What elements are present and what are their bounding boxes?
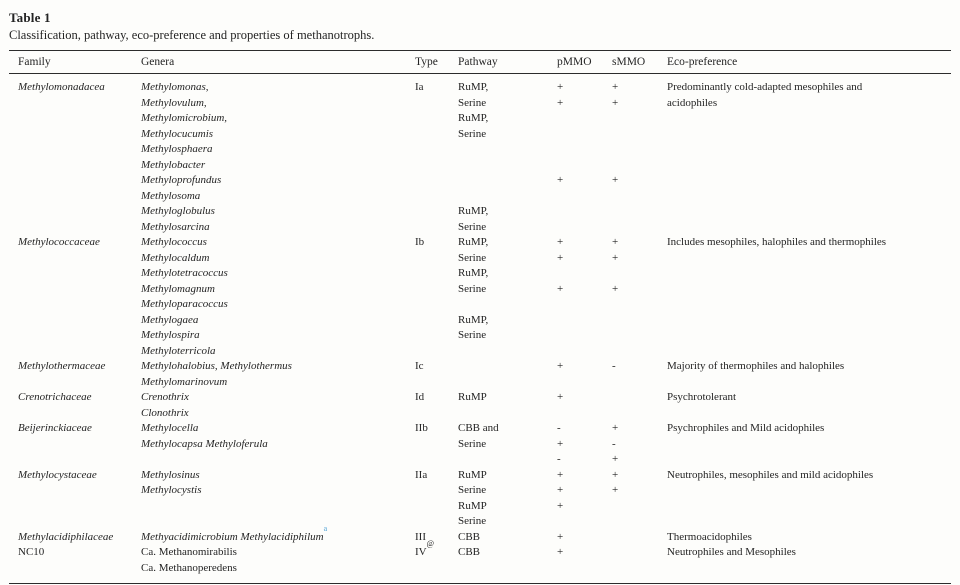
cell-type (415, 127, 458, 143)
cell-type (415, 344, 458, 360)
cell-smmo (612, 530, 667, 546)
cell-pmmo: + (557, 391, 564, 403)
cell-eco-preference (667, 313, 951, 329)
cell-pmmo: + (557, 546, 564, 558)
cell-smmo (612, 514, 667, 530)
cell-family (18, 313, 141, 329)
cell-pmmo (557, 158, 612, 174)
type-superscript: @ (426, 539, 434, 549)
cell-eco-preference: Majority of thermophiles and halophiles (667, 360, 845, 372)
cell-type (415, 173, 458, 189)
cell-pmmo (557, 297, 612, 313)
cell-eco-preference (667, 220, 951, 236)
cell-genera: Methylotetracoccus (141, 267, 228, 279)
cell-genera: Methylocucumis (141, 127, 214, 140)
cell-smmo (612, 204, 667, 220)
cell-type: IIa (415, 468, 428, 481)
cell-family (18, 499, 141, 515)
cell-eco-preference: acidophiles (667, 96, 718, 109)
cell-family: Methylothermaceae (18, 360, 106, 372)
cell-pmmo: + (557, 96, 564, 109)
cell-smmo (612, 158, 667, 174)
cell-genera: Clonothrix (141, 406, 189, 419)
table-row (9, 421, 951, 437)
table-row (9, 375, 951, 391)
cell-smmo: + (612, 282, 619, 295)
cell-pathway: RuMP, (458, 112, 489, 124)
column-header-eco-preference: Eco-preference (667, 56, 738, 68)
cell-family (18, 173, 141, 189)
cell-pmmo (557, 561, 612, 577)
cell-smmo: + (612, 468, 619, 481)
cell-genera: Methylomarinovum (141, 375, 228, 388)
cell-family: Beijerinckiaceae (18, 422, 92, 434)
table-row (9, 390, 951, 406)
cell-family (18, 514, 141, 530)
cell-genera: Methyloparacoccus (141, 298, 228, 310)
cell-type (415, 375, 458, 391)
cell-smmo (612, 499, 667, 515)
cell-pmmo (557, 328, 612, 344)
table-row (9, 189, 951, 205)
cell-pmmo (557, 375, 612, 391)
cell-pmmo: + (557, 282, 564, 295)
cell-eco-preference: Psychrotolerant (667, 391, 737, 403)
cell-family (18, 220, 141, 236)
cell-genera: Ca. Methanomirabilis (141, 546, 237, 558)
table-row (9, 344, 951, 360)
table-row (9, 359, 951, 375)
cell-smmo: + (612, 422, 619, 434)
cell-family (18, 483, 141, 499)
cell-pmmo (557, 313, 612, 329)
cell-smmo (612, 375, 667, 391)
cell-family: Methylomonadacea (18, 81, 105, 93)
cell-pmmo (557, 142, 612, 158)
table-header-row (9, 50, 951, 74)
cell-eco-preference (667, 452, 951, 468)
table-row (9, 204, 951, 220)
cell-pmmo: + (557, 437, 564, 450)
cell-pmmo (557, 344, 612, 360)
cell-pathway: RuMP (458, 468, 487, 481)
table-row (9, 483, 951, 499)
table-row (9, 452, 951, 468)
cell-eco-preference (667, 266, 951, 282)
cell-genera: Methylogaea (141, 313, 199, 326)
cell-pathway: RuMP, (458, 313, 489, 326)
cell-genera: Ca. Methanoperedens (141, 561, 237, 574)
cell-genera: Methylomagnum (141, 282, 215, 295)
cell-genera: Methyloprofundus (141, 174, 222, 186)
cell-type (415, 96, 458, 112)
cell-eco-preference (667, 282, 951, 298)
cell-pmmo: + (557, 484, 564, 496)
cell-type (415, 452, 458, 468)
cell-pmmo: + (557, 530, 564, 543)
cell-genera: Methylocella (141, 422, 199, 434)
cell-genera: Methylohalobius, Methylothermus (141, 360, 292, 372)
cell-pmmo: - (557, 453, 561, 465)
cell-genera: Methylospira (141, 329, 200, 341)
cell-smmo (612, 142, 667, 158)
cell-pmmo (557, 220, 612, 236)
cell-genera: Methyloglobulus (141, 205, 215, 217)
cell-smmo (612, 406, 667, 422)
cell-pathway (458, 142, 557, 158)
cell-smmo: + (612, 484, 619, 496)
cell-family (18, 452, 141, 468)
cell-genera (141, 452, 415, 468)
cell-family (18, 111, 141, 127)
table-row (9, 539, 951, 561)
table-row (9, 142, 951, 158)
cell-pmmo (557, 406, 612, 422)
column-header-smmo: sMMO (612, 56, 646, 68)
cell-eco-preference (667, 251, 951, 267)
cell-pathway: Serine (458, 282, 487, 295)
footnote-link[interactable]: a (323, 523, 328, 533)
cell-family (18, 437, 141, 453)
column-header-type: Type (415, 56, 438, 68)
cell-eco-preference: Neutrophiles, mesophiles and mild acidophiles (667, 468, 874, 481)
cell-family (18, 344, 141, 360)
cell-smmo: + (612, 236, 619, 248)
cell-pathway (458, 189, 557, 205)
table-row (9, 80, 951, 96)
table-row (9, 220, 951, 236)
cell-family (18, 375, 141, 391)
table-row (9, 437, 951, 453)
cell-genera: Methylovulum, (141, 96, 207, 109)
cell-smmo: + (612, 174, 619, 186)
cell-family (18, 204, 141, 220)
table-row (9, 406, 951, 422)
cell-family (18, 142, 141, 158)
cell-smmo (612, 344, 667, 360)
cell-pmmo (557, 266, 612, 282)
cell-pmmo (557, 189, 612, 205)
cell-type (415, 282, 458, 298)
cell-smmo: + (612, 251, 619, 264)
cell-genera: Methylobacter (141, 158, 206, 171)
cell-smmo (612, 297, 667, 313)
cell-type: Ib (415, 236, 425, 248)
cell-family: Methylocystaceae (18, 468, 97, 481)
cell-type (415, 158, 458, 174)
cell-type (415, 266, 458, 282)
cell-family (18, 127, 141, 143)
cell-smmo (612, 220, 667, 236)
cell-smmo (612, 561, 667, 577)
cell-pathway: CBB (458, 530, 481, 543)
table-row (9, 282, 951, 298)
table-label: Table 1 (9, 10, 51, 25)
cell-smmo (612, 266, 667, 282)
cell-smmo (612, 189, 667, 205)
cell-type (415, 111, 458, 127)
cell-pathway (458, 173, 557, 189)
cell-genera: Methyloterricola (141, 344, 216, 357)
cell-pmmo: + (557, 174, 564, 186)
cell-genera: Methyacidimicrobium Methylacidiphilum$^a$ (141, 523, 328, 543)
cell-type (415, 297, 458, 313)
cell-type (415, 514, 458, 530)
cell-pathway: RuMP (458, 499, 487, 512)
cell-type: IIb (415, 422, 428, 434)
cell-family (18, 158, 141, 174)
cell-smmo: + (612, 81, 619, 93)
table-row (9, 468, 951, 484)
cell-type (415, 251, 458, 267)
cell-eco-preference (667, 561, 951, 577)
cell-pmmo: + (557, 468, 564, 481)
cell-pathway: Serine (458, 220, 487, 233)
cell-pathway: RuMP, (458, 205, 489, 217)
cell-pathway (458, 158, 557, 174)
cell-genera: Methylococcus (141, 236, 207, 248)
cell-family (18, 297, 141, 313)
table-row (9, 173, 951, 189)
table-row (9, 328, 951, 344)
cell-pathway: Serine (458, 96, 487, 109)
table-row (9, 499, 951, 515)
paper-table (9, 10, 951, 584)
cell-pmmo: + (557, 251, 564, 264)
cell-genera: Methylomicrobium, (141, 112, 228, 124)
cell-pmmo: + (557, 236, 564, 248)
cell-type (415, 142, 458, 158)
table-row (9, 251, 951, 267)
cell-type (415, 189, 458, 205)
cell-genera (141, 499, 415, 515)
cell-pmmo: + (557, 499, 564, 512)
cell-pmmo (557, 111, 612, 127)
cell-smmo: + (612, 453, 619, 465)
column-header-family: Family (18, 56, 51, 68)
cell-eco-preference (667, 189, 951, 205)
cell-eco-preference (667, 483, 951, 499)
cell-genera: Methylocapsa Methyloferula (141, 437, 268, 450)
cell-family: Methylococcaceae (18, 236, 100, 248)
cell-smmo (612, 127, 667, 143)
table-row (9, 561, 951, 577)
table-row (9, 235, 951, 251)
cell-pathway (458, 297, 557, 313)
cell-eco-preference (667, 297, 951, 313)
cell-pmmo (557, 204, 612, 220)
cell-eco-preference (667, 328, 951, 344)
cell-type: Ic (415, 360, 424, 372)
cell-smmo (612, 545, 667, 561)
cell-pathway (458, 359, 557, 375)
table-row (9, 313, 951, 329)
cell-eco-preference: Includes mesophiles, halophiles and thermophiles (667, 236, 887, 248)
cell-eco-preference (667, 406, 951, 422)
cell-pathway: Serine (458, 329, 487, 341)
cell-pathway (458, 561, 557, 577)
cell-family (18, 251, 141, 267)
cell-family: Crenotrichaceae (18, 391, 92, 403)
cell-type (415, 220, 458, 236)
table-row (9, 514, 951, 530)
cell-type (415, 328, 458, 344)
cell-smmo (612, 111, 667, 127)
table-row (9, 96, 951, 112)
cell-eco-preference (667, 514, 951, 530)
cell-pathway (458, 406, 557, 422)
cell-type: IV@ (415, 539, 434, 558)
cell-smmo: - (612, 360, 616, 372)
cell-pathway: RuMP, (458, 267, 489, 279)
cell-eco-preference (667, 173, 951, 189)
cell-pmmo: - (557, 422, 561, 434)
cell-family (18, 96, 141, 112)
cell-family (18, 406, 141, 422)
cell-type (415, 561, 458, 577)
table-row (9, 266, 951, 282)
cell-genera: Methylosoma (141, 189, 201, 202)
cell-pmmo: + (557, 81, 564, 93)
cell-family: Methylacidiphilaceae (18, 530, 114, 543)
cell-family (18, 328, 141, 344)
cell-genera (141, 514, 415, 530)
cell-pathway: Serine (458, 515, 487, 527)
cell-smmo: + (612, 96, 619, 109)
cell-eco-preference (667, 375, 951, 391)
cell-eco-preference (667, 344, 951, 360)
cell-type (415, 499, 458, 515)
cell-eco-preference: Thermoacidophiles (667, 530, 752, 543)
cell-eco-preference: Psychrophiles and Mild acidophiles (667, 422, 825, 434)
cell-family (18, 189, 141, 205)
cell-type (415, 204, 458, 220)
cell-eco-preference: Neutrophiles and Mesophiles (667, 546, 796, 558)
cell-type: III (415, 530, 426, 543)
cell-family: NC10 (18, 546, 45, 558)
column-header-pathway: Pathway (458, 56, 498, 68)
cell-eco-preference (667, 499, 951, 515)
cell-pathway: CBB (458, 546, 481, 558)
cell-type: Ia (415, 81, 424, 93)
cell-smmo (612, 328, 667, 344)
cell-pathway: Serine (458, 251, 487, 264)
column-header-genera: Genera (141, 56, 175, 68)
cell-pathway (458, 344, 557, 360)
cell-type (415, 313, 458, 329)
column-header-pmmo: pMMO (557, 56, 592, 68)
table-row (9, 111, 951, 127)
cell-genera: Crenothrix (141, 391, 189, 403)
cell-eco-preference (667, 437, 951, 453)
cell-pathway: RuMP (458, 391, 487, 403)
cell-family (18, 266, 141, 282)
cell-smmo: - (612, 437, 616, 450)
cell-smmo (612, 390, 667, 406)
cell-eco-preference: Predominantly cold-adapted mesophiles and (667, 81, 863, 93)
cell-pathway (458, 452, 557, 468)
cell-eco-preference (667, 142, 951, 158)
cell-eco-preference (667, 111, 951, 127)
cell-eco-preference (667, 127, 951, 143)
cell-smmo (612, 313, 667, 329)
cell-pmmo: + (557, 360, 564, 372)
cell-genera: Methylomonas, (141, 81, 209, 93)
cell-family (18, 561, 141, 577)
cell-pathway (458, 375, 557, 391)
cell-pathway: Serine (458, 127, 487, 140)
cell-pathway: Serine (458, 437, 487, 450)
cell-genera: Methylocaldum (141, 251, 210, 264)
table-row (9, 127, 951, 143)
cell-pmmo (557, 514, 612, 530)
cell-type: Id (415, 391, 425, 403)
cell-eco-preference (667, 204, 951, 220)
cell-family (18, 282, 141, 298)
cell-pathway: CBB and (458, 422, 499, 434)
cell-genera: Methylosarcina (141, 220, 210, 233)
cell-type (415, 437, 458, 453)
cell-genera: Methylocystis (141, 484, 202, 496)
cell-eco-preference (667, 158, 951, 174)
cell-pathway: Serine (458, 484, 487, 496)
cell-type (415, 406, 458, 422)
table-row (9, 158, 951, 174)
cell-type (415, 483, 458, 499)
table-body (9, 74, 951, 584)
table-row (9, 297, 951, 313)
table-caption: Classification, pathway, eco-preference and properties of methanotrophs. (9, 28, 375, 42)
cell-pathway: RuMP, (458, 236, 489, 248)
cell-genera: Methylosphaera (141, 143, 213, 155)
cell-genera: Methylosinus (141, 468, 200, 481)
cell-pathway: RuMP, (458, 81, 489, 93)
cell-pmmo (557, 127, 612, 143)
